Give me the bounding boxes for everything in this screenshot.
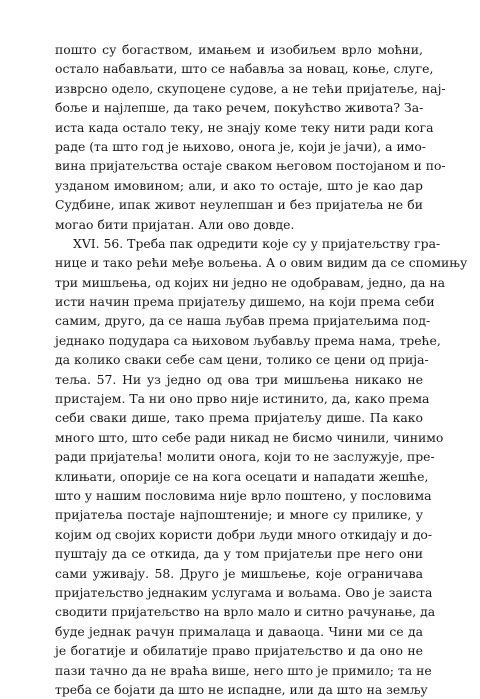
text-line: раде (та што год је њихово, онога је, који је јачи), а имо- [55, 138, 426, 154]
text-line: Судбине, ипак живот неулепшан и без пријатеља не би [55, 197, 423, 213]
text-line: себи сваки дише, тако према пријатељу дише. Па како [55, 410, 423, 426]
text-line: остало набављати, што се набавља за новац, коње, слуге, [55, 61, 434, 77]
text-line: вина пријатељства остаје сваком његовом постојаном и по- [55, 158, 446, 174]
text-line: ради пријатеља! молити онога, који то не заслужује, пре- [55, 449, 435, 465]
text-line: теља. 57. Ни уз једно од ова три мишљења никако не [55, 371, 423, 387]
text-line: што у нашим пословима није врло поштено, у пословима [55, 487, 432, 503]
section-heading-line: XVI. 56. Треба пак одредити које су у пријатељству гра- [73, 235, 441, 251]
text-line: изврсно одело, скупоцене судове, а не тећи пријатеље, нај- [55, 80, 446, 96]
text-line: буде једнак рачун прималаца и даваоца. Чини ми се да [55, 623, 423, 639]
text-line: пријатељство једнаким услугама и вољама. Ово је заиста [55, 584, 433, 600]
text-line: пуштају да се откида, да у том пријатељи пре него они [55, 546, 423, 562]
text-line: којим од својих користи добри људи много откидају и до- [55, 526, 433, 542]
text-line: је богатије и обилатије право пријатељство и да оно не [55, 643, 423, 659]
text-line: много што, што себе ради никад не бисмо чинили, чинимо [55, 429, 444, 445]
text-line: три мишљења, од којих ни једно не одобравам, једно, да на [55, 274, 446, 290]
text-line: једнако подудара са њиховом љубављу према нама, треће, [55, 332, 441, 348]
text-line: пошто су богаством, имањем и изобиљем врло моћни, [55, 42, 423, 57]
text-line: пријатеља постаје најпоштеније; и многе су прилике, у [55, 507, 423, 523]
text-line: исти начин према пријатељу дишемо, на који према себи [55, 294, 435, 310]
text-line: сводити пријатељство на врло мало и ситно рачунање, да [55, 604, 436, 620]
text-line: нице и тако рећи међе вољења. А о овим видим да се спомињу [55, 255, 468, 271]
text-line: самим, друго, да се наша љубав према пријатељима под- [55, 313, 431, 329]
body-text [55, 40, 468, 699]
text-line: пристајем. Та ни оно прво није истинито, да, како према [55, 391, 430, 407]
text-line: треба се бојати да што не испадне, или да што на земљу [55, 681, 428, 697]
paragraph-end-line: могао бити пријатан. Али ово довде. [55, 216, 295, 232]
text-line: иста када остало теку, не знају коме теку нити ради кога [55, 119, 434, 135]
text-line: узданом имовином; али, и ако то остаје, што је као дар [55, 177, 423, 193]
text-line: боље и најлепше, да тако речем, покућство живота? За- [55, 100, 424, 116]
text-line: да колико сваки себе сам цени, толико се цени од прија- [55, 352, 429, 368]
text-line: пази тачно да не враћа више, него што је примило; та не [55, 662, 432, 678]
text-line: клињати, опорије се на кога осецати и нападати жешће, [55, 468, 429, 484]
text-line: сами уживају. 58. Друго је мишљење, које ограничава [55, 565, 423, 581]
